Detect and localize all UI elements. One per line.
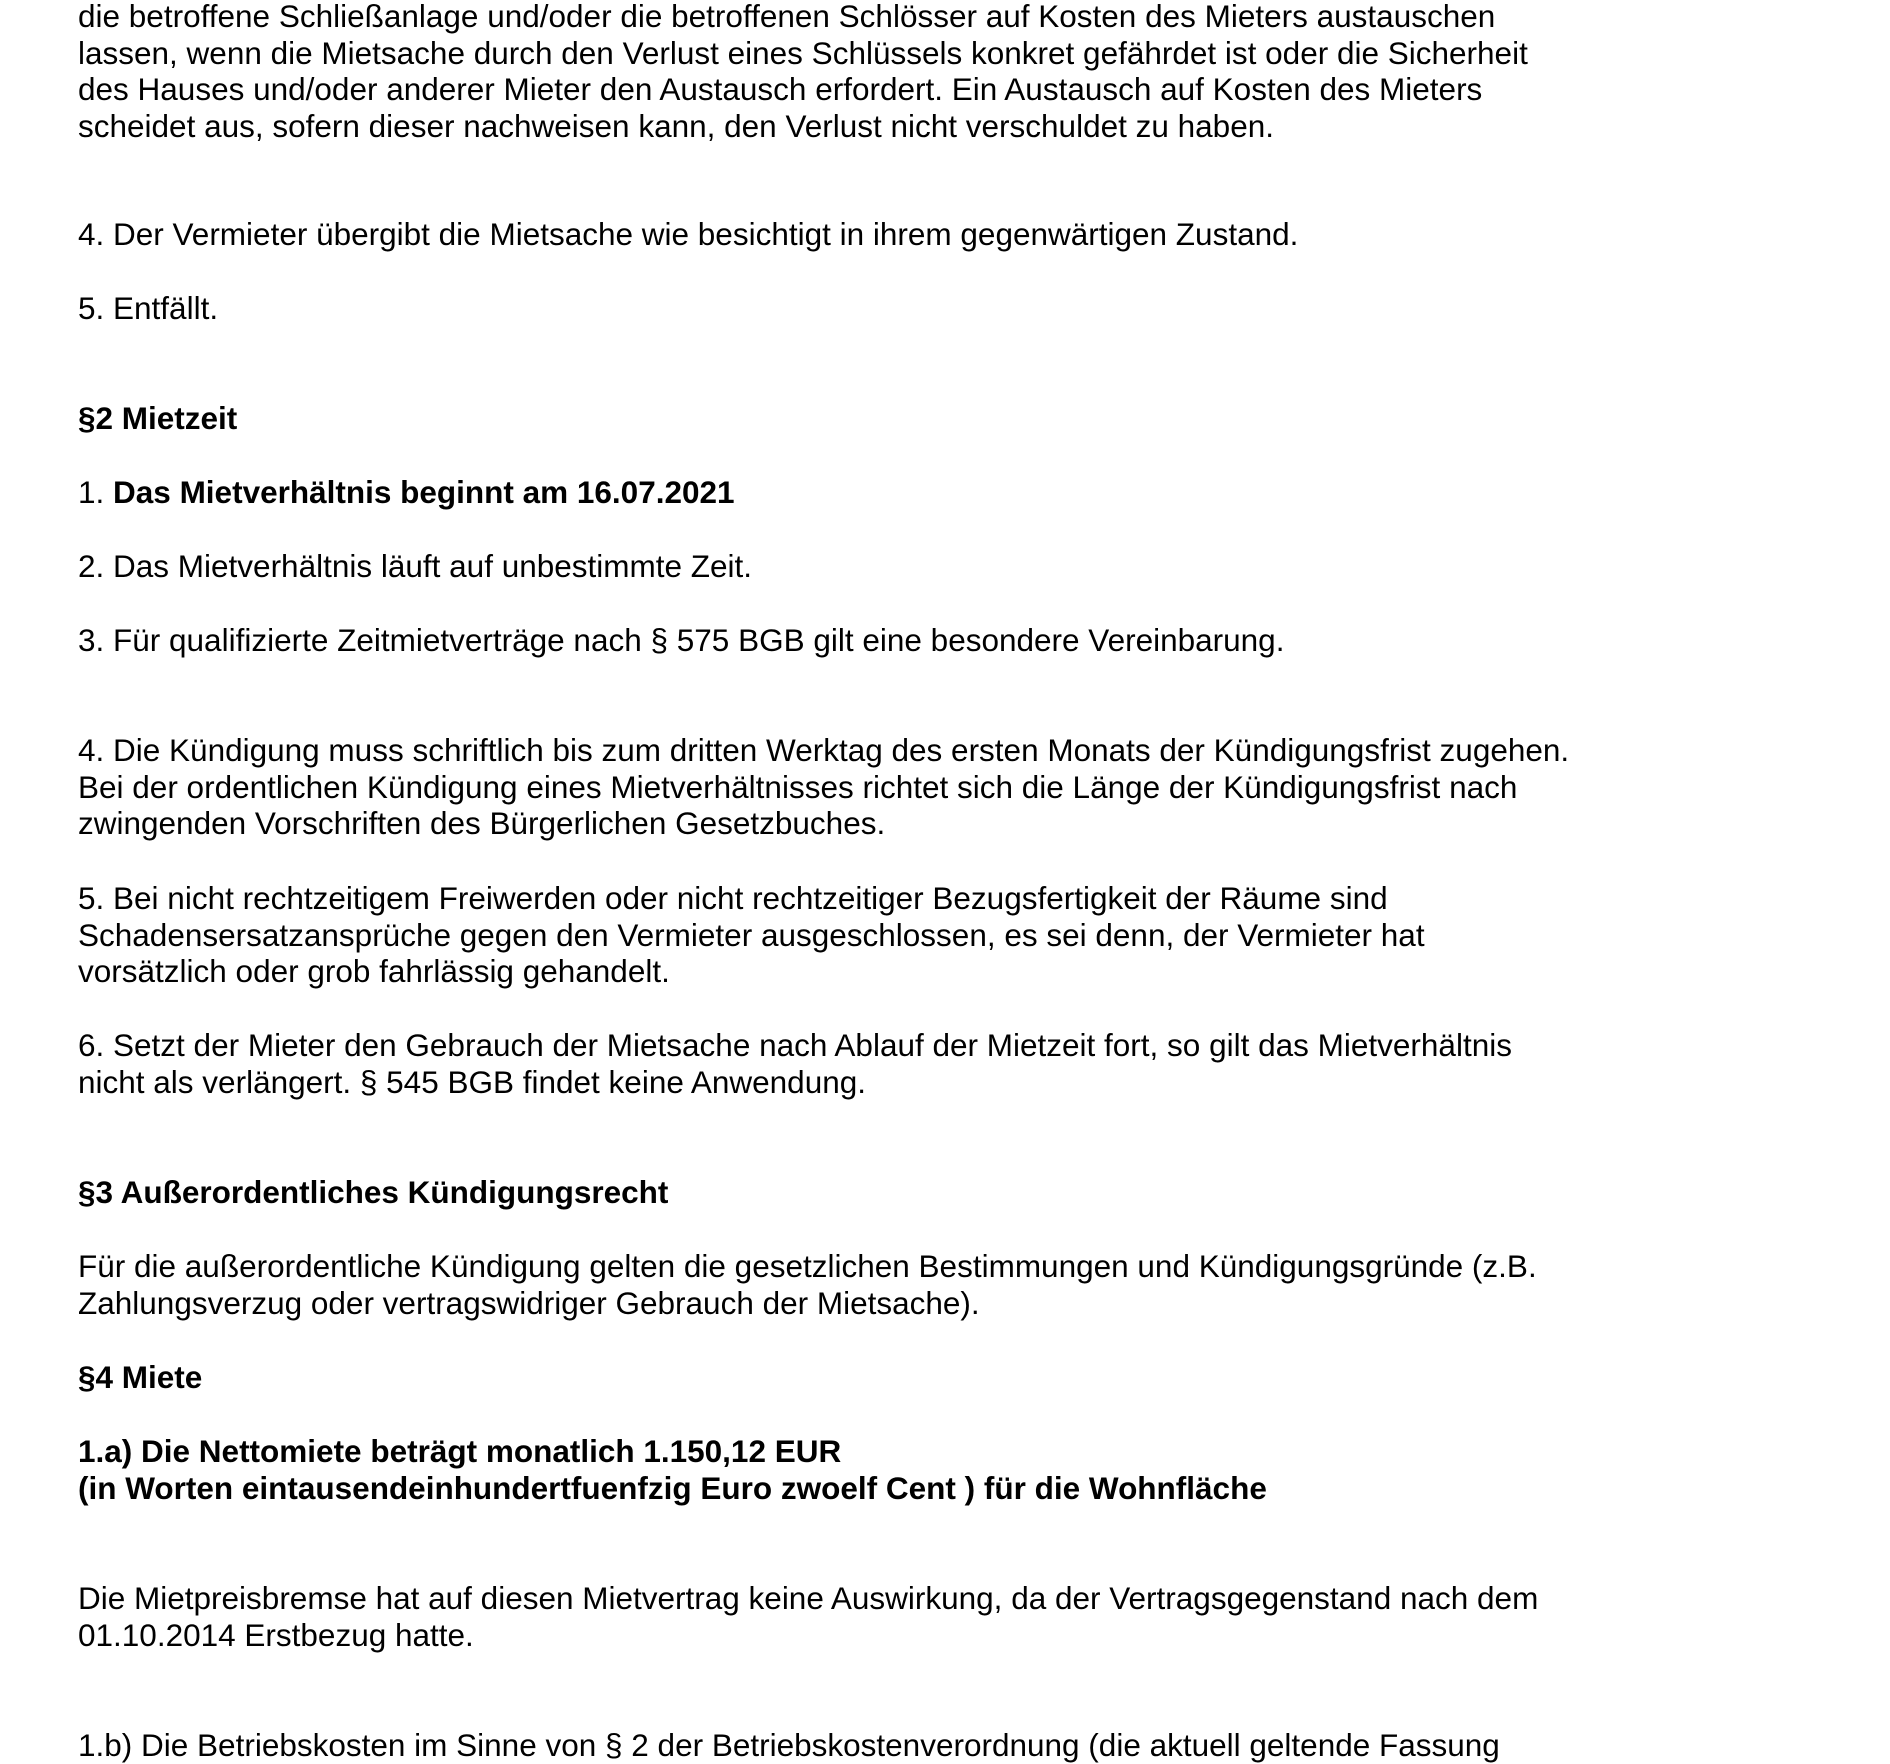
section4-item-1a: 1.a) Die Nettomiete beträgt monatlich 1.150,12 EUR (in Worten eintausendeinhundertfuenfzig Euro zwoelf Cent ) für die Wohnfläche	[78, 1433, 1267, 1506]
section4-heading: §4 Miete	[78, 1359, 203, 1395]
section1-item-4: 4. Der Vermieter übergibt die Mietsache wie besichtigt in ihrem gegenwärtigen Zustand.	[78, 216, 1299, 252]
section4-mietpreisbremse: Die Mietpreisbremse hat auf diesen Mietvertrag keine Auswirkung, da der Vertragsgegenstand nach dem 01.10.2014 Erstbezug hatte.	[78, 1580, 1539, 1653]
section1-item-5: 5. Entfällt.	[78, 290, 219, 326]
section2-item-2: 2. Das Mietverhältnis läuft auf unbestimmte Zeit.	[78, 548, 753, 584]
section4-item-1b: 1.b) Die Betriebskosten im Sinne von § 2 der Betriebskostenverordnung (die aktuell geltende Fassung	[78, 1727, 1500, 1763]
section3-text: Für die außerordentliche Kündigung gelten die gesetzlichen Bestimmungen und Kündigungsgründe (z.B. Zahlungsverzug oder vertragswidriger Gebrauch der Mietsache).	[78, 1248, 1537, 1321]
section2-item-1	[78, 474, 735, 511]
section3-heading: §3 Außerordentliches Kündigungsrecht	[78, 1174, 669, 1210]
section2-item-4: 4. Die Kündigung muss schriftlich bis zum dritten Werktag des ersten Monats der Kündigungsfrist zugehen. Bei der ordentlichen Kündigung eines Mietverhältnisses richtet sich die Länge der Kündigungsfrist nach zwingenden Vorschriften des Bürgerlichen Gesetzbuches.	[78, 732, 1570, 841]
section2-item-1-text: Das Mietverhältnis beginnt am 16.07.2021	[113, 474, 735, 510]
intro-paragraph: die betroffene Schließanlage und/oder die betroffenen Schlösser auf Kosten des Mieters austauschen lassen, wenn die Mietsache durch den Verlust eines Schlüssels konkret gefährdet ist oder die Sicherheit des Hauses und/oder anderer Mieter den Austausch erfordert. Ein Austausch auf Kosten des Mieters scheidet aus, sofern dieser nachweisen kann, den Verlust nicht verschuldet zu haben.	[78, 0, 1528, 144]
section2-item-5: 5. Bei nicht rechtzeitigem Freiwerden oder nicht rechtzeitiger Bezugsfertigkeit der Räume sind Schadensersatzansprüche gegen den Vermieter ausgeschlossen, es sei denn, der Vermieter hat vorsätzlich oder grob fahrlässig gehandelt.	[78, 880, 1425, 989]
section2-heading: §2 Mietzeit	[78, 400, 238, 436]
section2-item-6: 6. Setzt der Mieter den Gebrauch der Mietsache nach Ablauf der Mietzeit fort, so gilt das Mietverhältnis nicht als verlängert. § 545 BGB findet keine Anwendung.	[78, 1027, 1512, 1100]
section2-item-1-number: 1.	[78, 474, 114, 510]
section2-item-3: 3. Für qualifizierte Zeitmietverträge nach § 575 BGB gilt eine besondere Vereinbarung.	[78, 622, 1285, 658]
